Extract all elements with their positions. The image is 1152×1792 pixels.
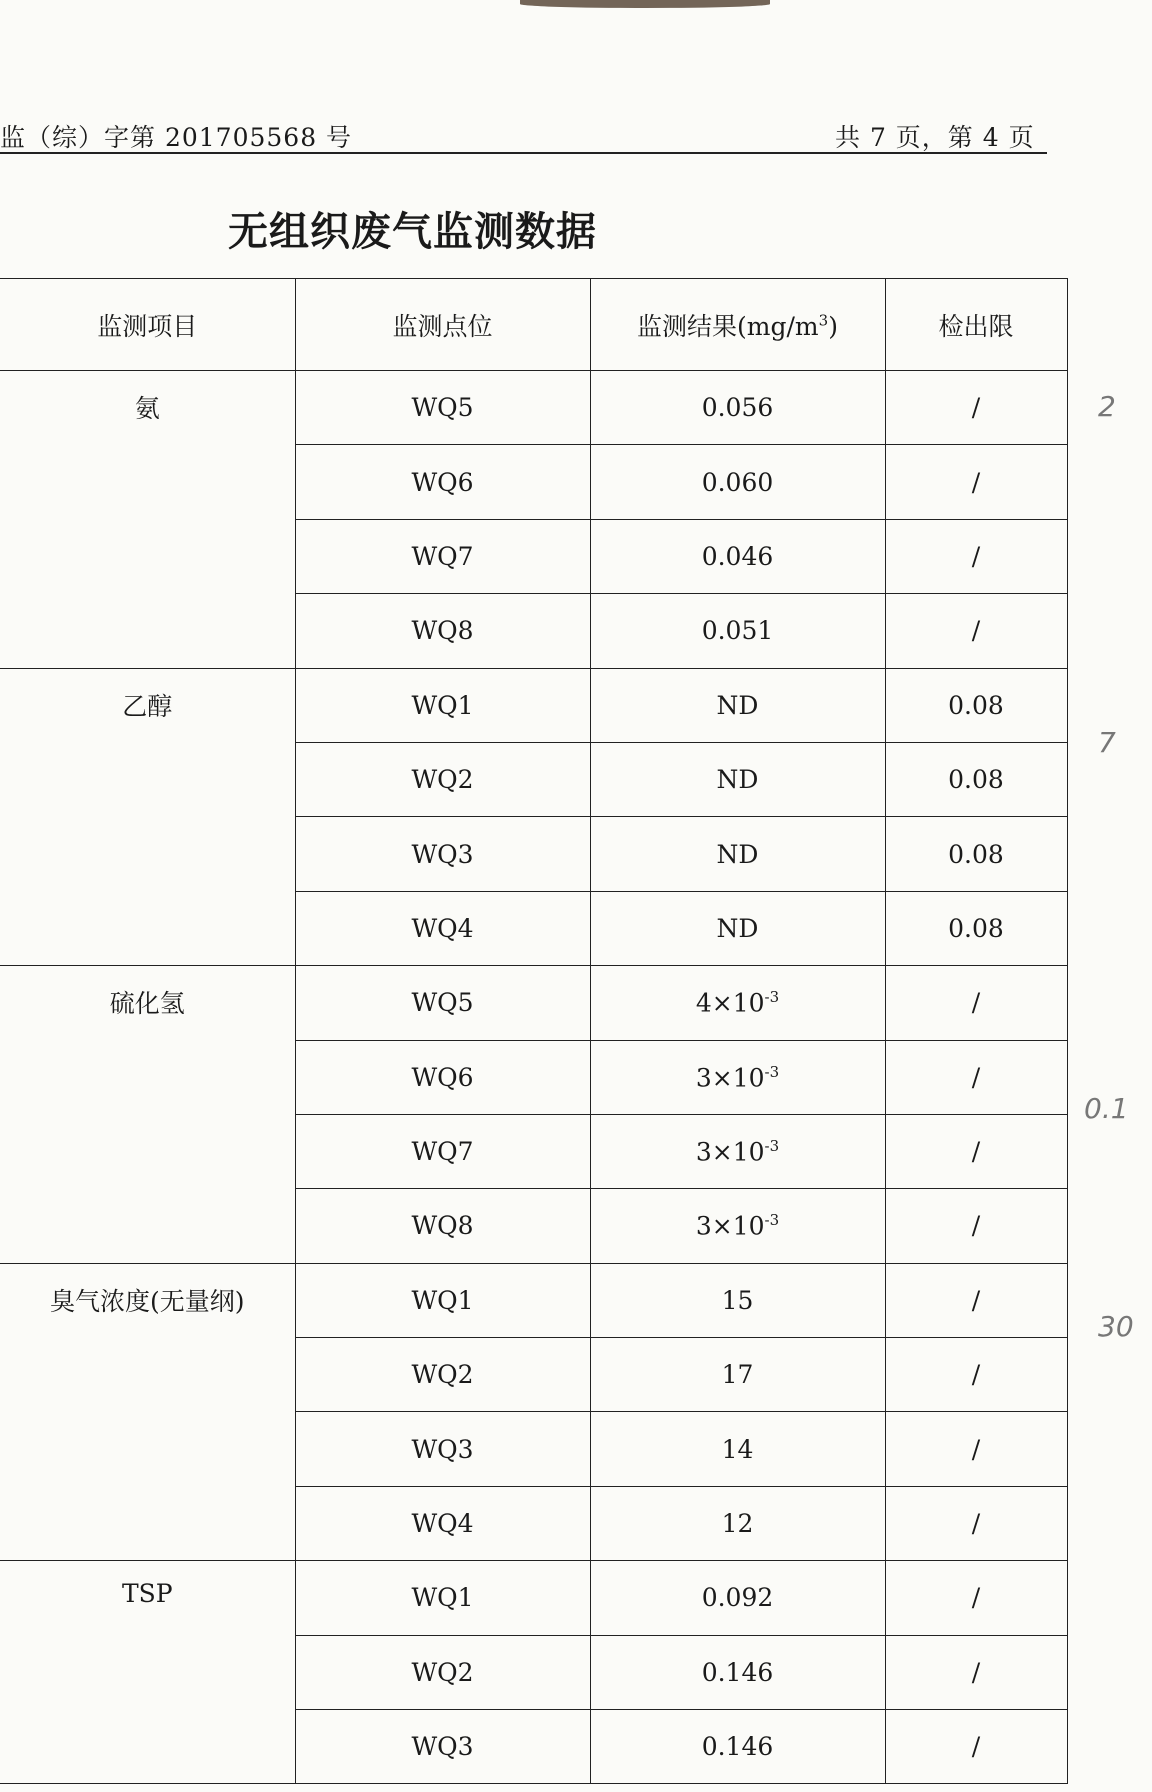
monitoring-point-cell: WQ7 (295, 1114, 590, 1188)
monitoring-result-cell: 17 (590, 1338, 885, 1412)
monitoring-point-cell: WQ3 (295, 1710, 590, 1784)
column-header-result-label: 监测结果 (637, 311, 738, 341)
monitoring-point-cell: WQ6 (295, 1040, 590, 1114)
column-header-result (590, 279, 885, 371)
monitoring-point-cell: WQ1 (295, 1263, 590, 1337)
monitoring-result-cell: 15 (590, 1263, 885, 1337)
detection-limit-cell: / (885, 1114, 1067, 1188)
result-base: 3×10 (695, 1137, 765, 1167)
detection-limit-cell: / (885, 1412, 1067, 1486)
monitoring-result-cell: 0.146 (590, 1710, 885, 1784)
monitoring-point-cell: WQ1 (295, 1561, 590, 1635)
monitoring-result-cell: 0.046 (590, 519, 885, 593)
detection-limit-cell: 0.08 (885, 668, 1067, 742)
monitoring-result-cell: 0.092 (590, 1561, 885, 1635)
monitoring-result-cell: ND (590, 891, 885, 965)
monitoring-point-cell: WQ7 (295, 519, 590, 593)
monitoring-result-cell (590, 1040, 885, 1114)
detection-limit-cell: / (885, 1189, 1067, 1263)
page-info: 共 7 页，第 4 页 (835, 123, 1035, 152)
monitoring-result-cell: ND (590, 817, 885, 891)
detection-limit-cell: 0.08 (885, 891, 1067, 965)
monitoring-result-cell (590, 1189, 885, 1263)
monitoring-result-cell: 0.056 (590, 371, 885, 445)
monitoring-result-cell: ND (590, 668, 885, 742)
monitoring-point-cell: WQ1 (295, 668, 590, 742)
column-header-result-unit: (mg/m (737, 311, 819, 341)
table-row (0, 1561, 1067, 1635)
result-exponent: -3 (764, 1062, 780, 1081)
result-exponent: -3 (764, 988, 780, 1007)
result-exponent: -3 (764, 1211, 780, 1230)
detection-limit-cell: / (885, 1338, 1067, 1412)
detection-limit-cell: 0.08 (885, 742, 1067, 816)
detection-limit-cell: / (885, 1486, 1067, 1560)
detection-limit-cell: / (885, 519, 1067, 593)
detection-limit-cell: / (885, 1710, 1067, 1784)
margin-note: 7 (1098, 726, 1116, 759)
monitoring-point-cell: WQ5 (295, 371, 590, 445)
detection-limit-cell: / (885, 1635, 1067, 1709)
detection-limit-cell: / (885, 445, 1067, 519)
table-header-row (0, 279, 1067, 371)
monitoring-result-cell: 0.146 (590, 1635, 885, 1709)
monitoring-item-cell: 硫化氢 (0, 966, 295, 1264)
monitoring-point-cell: WQ3 (295, 1412, 590, 1486)
table-body (0, 371, 1067, 1784)
monitoring-item-cell: 氨 (0, 371, 295, 669)
result-exponent: -3 (764, 1136, 780, 1155)
monitoring-point-cell: WQ4 (295, 1486, 590, 1560)
detection-limit-cell: / (885, 966, 1067, 1040)
margin-note: 2 (1098, 390, 1116, 423)
header-rule (0, 152, 1047, 154)
monitoring-item-cell: 臭气浓度(无量纲) (0, 1263, 295, 1561)
column-header-result-unit-sup: 3 (818, 311, 829, 330)
detection-limit-cell: / (885, 594, 1067, 668)
result-base: 3×10 (695, 1211, 765, 1241)
detection-limit-cell: / (885, 1040, 1067, 1114)
monitoring-result-cell: 12 (590, 1486, 885, 1560)
monitoring-point-cell: WQ2 (295, 1635, 590, 1709)
monitoring-point-cell: WQ5 (295, 966, 590, 1040)
column-header-item: 监测项目 (0, 279, 295, 371)
monitoring-result-cell: ND (590, 742, 885, 816)
monitoring-point-cell: WQ2 (295, 1338, 590, 1412)
report-number: 监（综）字第 201705568 号 (0, 123, 353, 152)
result-base: 3×10 (695, 1062, 765, 1092)
monitoring-item-cell: TSP (0, 1561, 295, 1784)
column-header-point: 监测点位 (295, 279, 590, 371)
monitoring-point-cell: WQ6 (295, 445, 590, 519)
detection-limit-cell: 0.08 (885, 817, 1067, 891)
top-edge-shadow (520, 0, 770, 8)
table-row (0, 371, 1067, 445)
margin-note: 30 (1098, 1310, 1134, 1343)
table-row (0, 966, 1067, 1040)
monitoring-result-cell: 0.060 (590, 445, 885, 519)
monitoring-result-cell (590, 1114, 885, 1188)
document-title: 无组织废气监测数据 (228, 208, 597, 255)
table-row (0, 1263, 1067, 1337)
monitoring-item-cell: 乙醇 (0, 668, 295, 966)
monitoring-point-cell: WQ3 (295, 817, 590, 891)
monitoring-point-cell: WQ4 (295, 891, 590, 965)
column-header-limit: 检出限 (885, 279, 1067, 371)
monitoring-result-cell: 14 (590, 1412, 885, 1486)
margin-note: 0.1 (1084, 1092, 1129, 1125)
monitoring-result-cell (590, 966, 885, 1040)
monitoring-data-table (0, 278, 1068, 1784)
column-header-result-unit-close: ) (828, 311, 838, 341)
detection-limit-cell: / (885, 371, 1067, 445)
monitoring-point-cell: WQ2 (295, 742, 590, 816)
table-row (0, 668, 1067, 742)
detection-limit-cell: / (885, 1263, 1067, 1337)
monitoring-result-cell: 0.051 (590, 594, 885, 668)
detection-limit-cell: / (885, 1561, 1067, 1635)
monitoring-point-cell: WQ8 (295, 594, 590, 668)
result-base: 4×10 (695, 988, 765, 1018)
monitoring-point-cell: WQ8 (295, 1189, 590, 1263)
